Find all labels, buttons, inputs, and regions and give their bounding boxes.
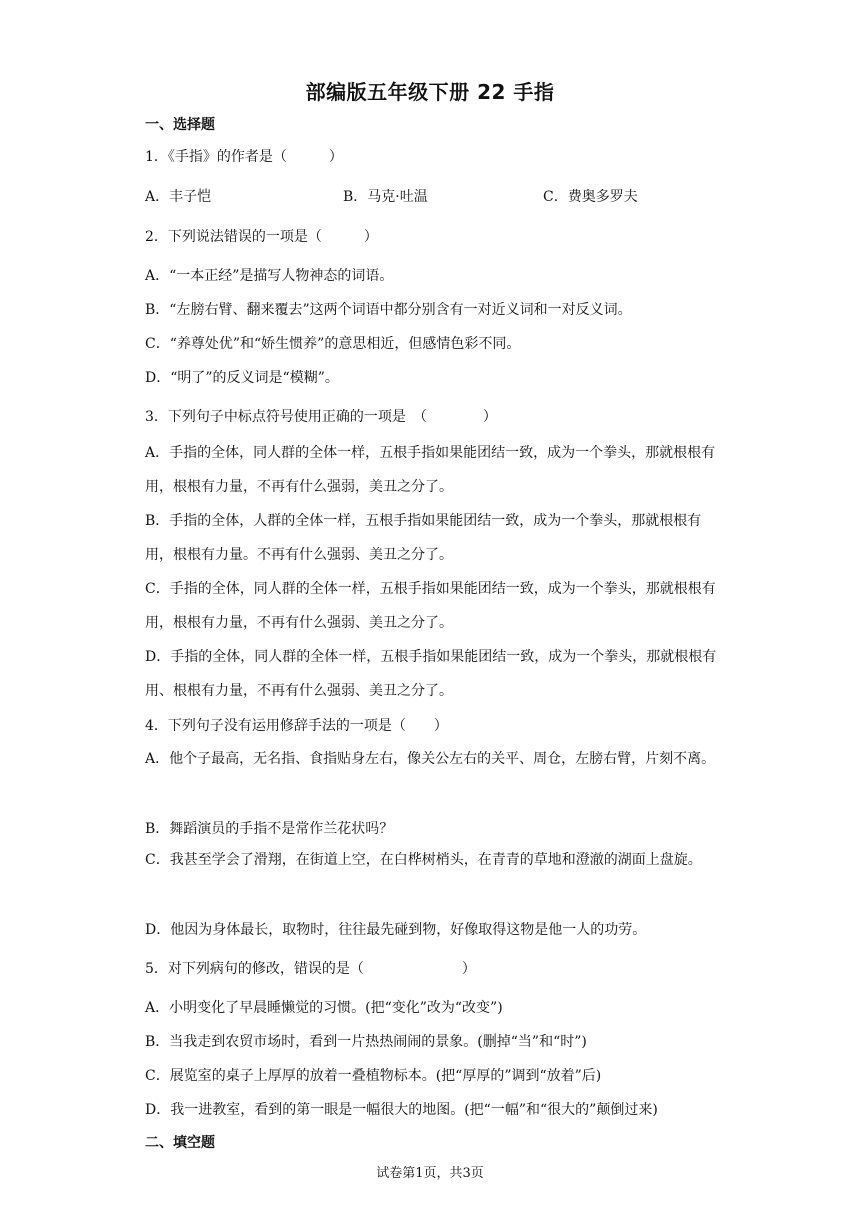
question-5-stem: 5．对下列病句的修改，错误的是（ ） <box>145 961 476 977</box>
question-2-option-b: B．“左膀右臂、翻来覆去”这两个词语中都分别含有一对近义词和一对反义词。 <box>145 302 632 318</box>
question-5-option-c: C．展览室的桌子上厚厚的放着一叠植物标本。(把“厚厚的”调到“放着”后) <box>145 1068 602 1084</box>
question-5-option-b: B．当我走到农贸市场时，看到一片热热闹闹的景象。(删掉“当”和“时”) <box>145 1034 587 1050</box>
question-5-option-d: D．我一进教室，看到的第一眼是一幅很大的地图。(把“一幅”和“很大的”颠倒过来) <box>145 1102 658 1118</box>
question-1-option-c: C．费奥多罗夫 <box>543 189 638 205</box>
question-4-option-d: D．他因为身体最长，取物时，往往最先碰到物，好像取得这物是他一人的功劳。 <box>145 922 647 938</box>
question-4-option-c: C．我甚至学会了滑翔，在街道上空，在白桦树梢头，在青青的草地和澄澈的湖面上盘旋。 <box>145 852 702 868</box>
question-3-stem: 3．下列句子中标点符号使用正确的一项是 （ ） <box>145 409 497 425</box>
question-1-option-b: B．马克·吐温 <box>343 189 428 205</box>
question-2-option-d: D．“明了”的反义词是“模糊”。 <box>145 370 339 386</box>
question-2-option-c: C．“养尊处优”和“娇生惯养”的意思相近，但感情色彩不同。 <box>145 336 521 352</box>
section-heading-choice: 一、选择题 <box>145 117 215 133</box>
question-2-stem: 2．下列说法错误的一项是（ ） <box>145 229 378 245</box>
question-4-stem: 4．下列句子没有运用修辞手法的一项是（ ） <box>145 718 448 734</box>
question-3-option-a: A．手指的全体，同人群的全体一样，五根手指如果能团结一致，成为一个拳头，那就根根有用，根根有力量，不再有什么强弱，美丑之分了。 <box>145 445 716 495</box>
question-2-option-a: A．“一本正经”是描写人物神态的词语。 <box>145 268 394 284</box>
question-3-option-c: C．手指的全体，同人群的全体一样，五根手指如果能团结一致，成为一个拳头，那就根根有用，根根有力量，不再有什么强弱、美丑之分了。 <box>145 581 716 631</box>
question-3-option-d: D．手指的全体，同人群的全体一样，五根手指如果能团结一致，成为一个拳头，那就根根有用、根根有力量，不再有什么强弱、美丑之分了。 <box>145 649 717 699</box>
question-1-stem: 1．《手指》的作者是（ ） <box>145 149 343 165</box>
question-5-option-a: A．小明变化了早晨睡懒觉的习惯。(把“变化”改为“改变”) <box>145 1000 503 1016</box>
page-title: 部编版五年级下册 22 手指 <box>305 80 555 104</box>
question-1-option-a: A．丰子恺 <box>145 189 212 205</box>
section-heading-fill-blank: 二、填空题 <box>145 1135 215 1151</box>
page-footer: 试卷第1页，共3页 <box>376 1166 484 1181</box>
question-4-option-b: B．舞蹈演员的手指不是常作兰花状吗？ <box>145 821 394 837</box>
question-3-option-b: B．手指的全体，人群的全体一样，五根手指如果能团结一致，成为一个拳头，那就根根有用，根根有力量。不再有什么强弱、美丑之分了。 <box>145 513 702 563</box>
question-4-option-a: A．他个子最高，无名指、食指贴身左右，像关公左右的关平、周仓，左膀右臂，片刻不离。 <box>145 751 716 767</box>
